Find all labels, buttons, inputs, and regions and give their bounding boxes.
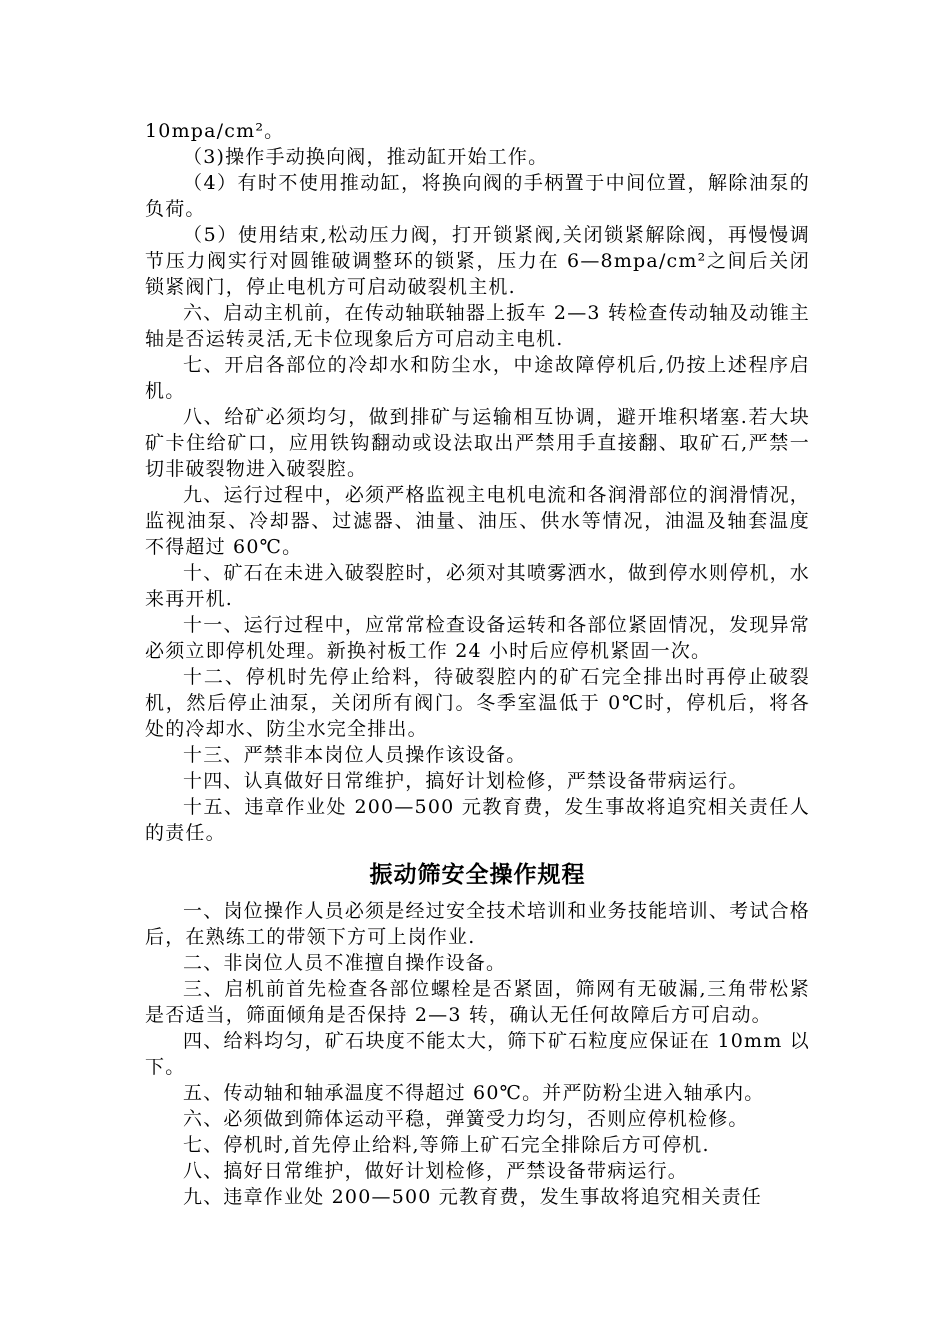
paragraph: 七、停机时,首先停止给料,等筛上矿石完全排除后方可停机.	[183, 1134, 710, 1156]
paragraph: 三、启机前首先检查各部位螺栓是否紧固，筛网有无破漏,三角带松紧是否适当，筛面倾角是否保持 2—3 转，确认无任何故障后方可启动。	[145, 978, 810, 1026]
paragraph: 十四、认真做好日常维护，搞好计划检修，严禁设备带病运行。	[183, 770, 749, 792]
document-page	[145, 118, 810, 1210]
vibrating-screen-procedure	[145, 898, 810, 1210]
paragraph: 四、给料均匀，矿石块度不能太大，筛下矿石粒度应保证在 10mm 以下。	[145, 1030, 810, 1078]
paragraph: 五、传动轴和轴承温度不得超过 60℃。并严防粉尘进入轴承内。	[183, 1082, 765, 1104]
paragraph: 一、岗位操作人员必须是经过安全技术培训和业务技能培训、考试合格后，在熟练工的带领下方可上岗作业.	[145, 900, 810, 948]
paragraph: （4）有时不使用推动缸，将换向阀的手柄置于中间位置，解除油泵的负荷。	[145, 172, 810, 220]
crusher-procedure-continuation	[145, 118, 810, 846]
paragraph: 十、矿石在未进入破裂腔时，必须对其喷雾洒水，做到停水则停机，水来再开机.	[145, 562, 810, 610]
paragraph: 六、必须做到筛体运动平稳，弹簧受力均匀，否则应停机检修。	[183, 1108, 749, 1130]
paragraph: 九、违章作业处 200—500 元教育费，发生事故将追究相关责任	[183, 1186, 763, 1208]
section-title: 振动筛安全操作规程	[369, 862, 586, 888]
paragraph: 六、启动主机前，在传动轴联轴器上扳车 2—3 转检查传动轴及动锥主轴是否运转灵活,无卡位现象后方可启动主电机.	[145, 302, 810, 350]
paragraph: 十五、违章作业处 200—500 元教育费，发生事故将追究相关责任人的责任。	[145, 796, 810, 844]
paragraph: 十三、严禁非本岗位人员操作该设备。	[183, 744, 527, 766]
paragraph: 八、给矿必须均匀，做到排矿与运输相互协调，避开堆积堵塞.若大块矿卡住给矿口，应用铁钩翻动或设法取出严禁用手直接翻、取矿石,严禁一切非破裂物进入破裂腔。	[145, 406, 810, 480]
paragraph: 十一、运行过程中，应常常检查设备运转和各部位紧固情况，发现异常必须立即停机处理。新换衬板工作 24 小时后应停机紧固一次。	[145, 614, 810, 662]
paragraph: （5）使用结束,松动压力阀，打开锁紧阀,关闭锁紧解除阀，再慢慢调节压力阀实行对圆锥破调整环的锁紧，压力在 6—8mpa/cm²之间后关闭锁紧阀门，停止电机方可启动破裂机主机.	[145, 224, 810, 298]
paragraph: 二、非岗位人员不准擅自操作设备。	[183, 952, 507, 974]
paragraph: 九、运行过程中，必须严格监视主电机电流和各润滑部位的润滑情况，监视油泵、冷却器、过滤器、油量、油压、供水等情况，油温及轴套温度不得超过 60℃。	[145, 484, 810, 558]
paragraph: 十二、停机时先停止给料，待破裂腔内的矿石完全排出时再停止破裂机，然后停止油泵，关闭所有阀门。冬季室温低于 0℃时，停机后，将各处的冷却水、防尘水完全排出。	[145, 666, 810, 740]
paragraph: 七、开启各部位的冷却水和防尘水，中途故障停机后,仍按上述程序启机。	[145, 354, 810, 402]
paragraph: （3)操作手动换向阀，推动缸开始工作。	[183, 146, 549, 168]
paragraph: 10mpa/cm²。	[145, 120, 285, 142]
paragraph: 八、搞好日常维护，做好计划检修，严禁设备带病运行。	[183, 1160, 689, 1182]
